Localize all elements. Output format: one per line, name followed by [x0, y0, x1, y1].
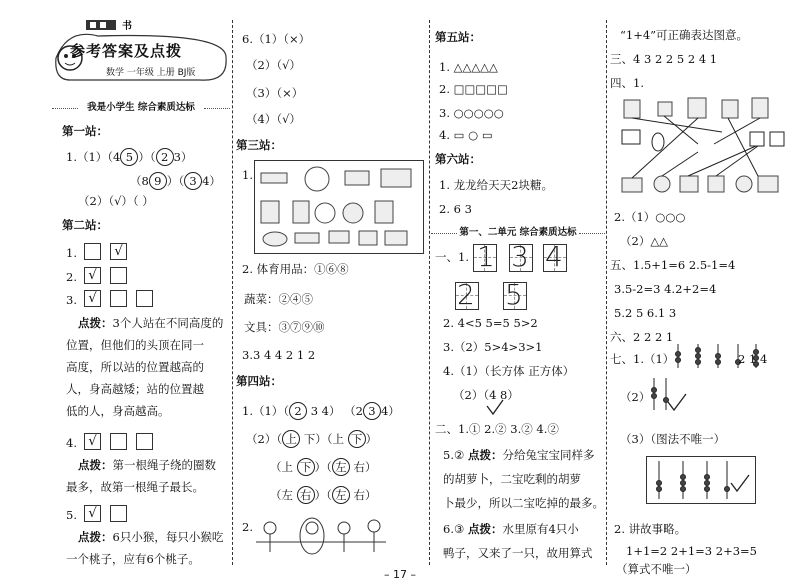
answer-line: 蔬菜：②④⑤ — [244, 292, 313, 306]
answer-text: （2）（ — [246, 432, 283, 446]
abacus-check-icon — [648, 376, 688, 416]
answer-line: 七、1.（1） — [610, 352, 675, 366]
part-1-label: 一、1. — [435, 250, 469, 264]
answer-box — [110, 433, 127, 450]
circled-answer: 2 — [156, 148, 174, 166]
answer-line: 2. 6 3 — [439, 202, 472, 216]
answer-text: 1.（1）（4 — [66, 150, 121, 164]
column-2 — [236, 0, 426, 566]
answer-line: （3）（×） — [246, 86, 304, 100]
written-digit: 2 — [457, 278, 475, 311]
answer-line: “1+4”可正确表达图意。 — [620, 28, 749, 42]
answer-line — [242, 402, 400, 420]
answer-line — [130, 172, 221, 190]
circled-answer: 左 — [332, 486, 350, 504]
answer-line: 5.2 5 6.1 3 — [614, 306, 677, 320]
tip-text: 高度，所以站的位置越高的 — [66, 360, 204, 374]
abacus-drawing — [647, 457, 755, 503]
abacus-box — [646, 456, 756, 504]
answer-box — [84, 243, 101, 260]
answer-text: ）（ — [314, 460, 332, 474]
circled-answer: 2 — [289, 402, 307, 420]
answer-line: 2. 体育用品：①⑥⑧ — [242, 262, 349, 276]
answer-line: 2. 讲故事略。 — [614, 522, 687, 536]
circled-answer: 5 — [120, 148, 138, 166]
answer-box-checked: √ — [110, 243, 127, 260]
answer-line: 五、1.5+1=6 2.5-1=4 — [610, 258, 736, 272]
column-divider — [429, 20, 430, 565]
answer-text: ） — [365, 432, 378, 446]
tip-label: 点拨： — [78, 530, 113, 544]
station-4-heading: 第四站： — [236, 374, 282, 388]
circled-answer: 上 — [282, 430, 300, 448]
answer-line: 1+1=2 2+1=3 2+3=5 — [626, 544, 757, 558]
answer-line: 二、1.① 2.② 3.② 4.② — [435, 422, 559, 436]
answer-line: （2）（√） — [246, 58, 301, 72]
tip-text: 第一根绳子绕的圈数 — [112, 458, 216, 472]
answer-line: 2. □□□□□ — [439, 82, 508, 96]
answer-box — [136, 433, 153, 450]
circled-answer: 3 — [184, 172, 202, 190]
answer-text: ）（ — [166, 174, 185, 188]
answer-line: 3. ○○○○○ — [439, 106, 504, 120]
q4-label: 4. — [66, 436, 77, 450]
answer-line: 3.3 4 4 2 1 2 — [242, 348, 316, 362]
column-divider — [606, 20, 607, 565]
q2-label: 2. — [242, 520, 253, 534]
station-3-heading: 第三站： — [236, 138, 282, 152]
answer-text: 右） — [349, 460, 377, 474]
matching-diagram — [618, 96, 790, 204]
station-2-heading: 第二站： — [62, 218, 108, 232]
tip-1 — [78, 316, 223, 330]
column-divider — [232, 20, 233, 565]
answer-line: 2. 4<5 5=5 5>2 — [443, 316, 538, 330]
answer-line: （2） — [620, 390, 651, 404]
answer-box-checked: √ — [84, 505, 101, 522]
answer-line — [270, 486, 377, 504]
answer-line: 3.5-2=3 4.2+2=4 — [614, 282, 717, 296]
section-title: 第一、二单元 综合素质达标 — [435, 226, 601, 240]
answer-line: 6.（1）（×） — [242, 32, 311, 46]
tip-text: 人，身高越矮；站的位置越 — [66, 382, 204, 396]
classification-image-grid — [254, 160, 424, 254]
kids-drawing — [256, 514, 386, 558]
answer-line: 2.（1）○○○ — [614, 210, 686, 224]
q2-label: 2. — [66, 270, 77, 284]
answer-line — [246, 430, 377, 448]
tip-text: 低的人，身高越高。 — [66, 404, 170, 418]
answer-line: 文具：③⑦⑨⑩ — [244, 320, 325, 334]
answer-line: （算式不唯一） — [616, 562, 697, 576]
tip-label: 点拨： — [467, 522, 503, 536]
station-1-heading: 第一站： — [62, 124, 108, 138]
matching-lines — [618, 96, 790, 204]
section-title: 我是小学生 综合素质达标 — [56, 101, 226, 115]
tip-text: 卜最少，所以二宝吃掉的最多。 — [443, 496, 604, 510]
answer-text: 右） — [349, 488, 377, 502]
station-5-heading: 第五站： — [435, 30, 481, 44]
answer-line — [443, 448, 594, 462]
q1-label: 1. — [242, 168, 253, 182]
kids-illustration — [256, 514, 386, 558]
circled-answer: 3 — [363, 402, 381, 420]
answer-line: （2）△△ — [620, 234, 669, 248]
tip-label: 点拨： — [467, 448, 503, 462]
tip-text: 位置，但他们的头顶在同一 — [66, 338, 204, 352]
answer-line: 1. 龙龙给天天2块糖。 — [439, 178, 553, 192]
written-digit: 5 — [505, 278, 523, 311]
logo-text: 书 — [122, 21, 132, 32]
written-digit: 3 — [511, 240, 529, 273]
check-mark-icon — [485, 398, 505, 418]
items-illustration — [255, 161, 423, 253]
answer-box-checked: √ — [84, 290, 101, 307]
answer-line: 4.（1）（长方体 正方体） — [443, 364, 575, 378]
tip-text: 的胡萝卜，二宝吃剩的胡萝 — [443, 472, 581, 486]
answer-line — [443, 522, 579, 536]
answer-box-checked: √ — [84, 433, 101, 450]
circled-answer: 下 — [297, 458, 315, 476]
circled-answer: 下 — [348, 430, 366, 448]
answer-line — [66, 148, 192, 166]
answer-line: （2）（√）（ ） — [78, 194, 154, 208]
answer-box-checked: √ — [84, 267, 101, 284]
answer-text: 3） — [173, 150, 193, 164]
answer-text: （左 — [270, 488, 297, 502]
page-number: – 17 – — [384, 568, 416, 581]
answer-text: ）（ — [314, 488, 332, 502]
answer-line: 4. ▭ ○ ▭ — [439, 128, 493, 142]
tip-3 — [78, 530, 223, 544]
answer-text: 1.（1）（ — [242, 404, 290, 418]
column-3 — [433, 0, 603, 566]
answer-text: 4） — [380, 404, 400, 418]
page-subtitle: 数学 一年级 上册 BJ版 — [106, 68, 196, 78]
circled-answer: 右 — [297, 486, 315, 504]
tip-text: 鸭子，又来了一只，故用算式 — [443, 546, 593, 560]
tip-2 — [78, 458, 216, 472]
answer-text: 3 4） （2 — [307, 404, 363, 418]
answer-text: （上 — [270, 460, 297, 474]
answer-line: （4）（√） — [246, 112, 301, 126]
answer-text: 6.③ — [443, 522, 465, 536]
answer-text: 4） — [202, 174, 221, 188]
written-digit: 4 — [545, 240, 563, 273]
tip-text: 分给兔宝宝同样多 — [502, 448, 595, 462]
q1-label: 1. — [66, 246, 77, 260]
page-title: 参考答案及点拨 — [70, 42, 183, 60]
answer-line: 3.（2）5>4>3>1 — [443, 340, 543, 354]
answer-box — [110, 267, 127, 284]
station-6-heading: 第六站： — [435, 152, 481, 166]
tip-text: 3个人站在不同高度的 — [112, 316, 224, 330]
answer-text: （8 — [130, 174, 149, 188]
answer-text: 5.② — [443, 448, 465, 462]
tip-label: 点拨： — [78, 458, 113, 472]
tip-text: 水里原有4只小 — [502, 522, 579, 536]
answer-box — [110, 290, 127, 307]
tip-text: 最多，故第一根绳子最长。 — [66, 480, 204, 494]
answer-line: 1. △△△△△ — [439, 60, 498, 74]
tip-text: 6只小猴，每只小猴吃 — [112, 530, 224, 544]
tip-text: 一个桃子，应有6个桃子。 — [66, 552, 200, 566]
answer-line — [270, 458, 377, 476]
circled-answer: 9 — [149, 172, 167, 190]
tip-label: 点拨： — [78, 316, 113, 330]
answer-box — [136, 290, 153, 307]
answer-box — [110, 505, 127, 522]
answer-text: 下）（上 — [300, 432, 348, 446]
answer-line: （3）（图法不唯一） — [620, 432, 726, 446]
column-4 — [610, 0, 790, 576]
column-1 — [50, 0, 228, 566]
q5-label: 5. — [66, 508, 77, 522]
answer-line: 四、1. — [610, 76, 644, 90]
circled-answer: 左 — [332, 458, 350, 476]
answer-line: 三、4 3 2 2 5 2 4 1 — [610, 52, 718, 66]
answer-line: （2）（4 8） — [453, 388, 519, 402]
answer-line: 2 1 4 — [738, 352, 768, 366]
answer-text: ）（ — [138, 150, 156, 164]
answer-line: 六、2 2 2 1 — [610, 330, 674, 344]
written-digit: 1 — [477, 240, 495, 273]
q3-label: 3. — [66, 293, 77, 307]
